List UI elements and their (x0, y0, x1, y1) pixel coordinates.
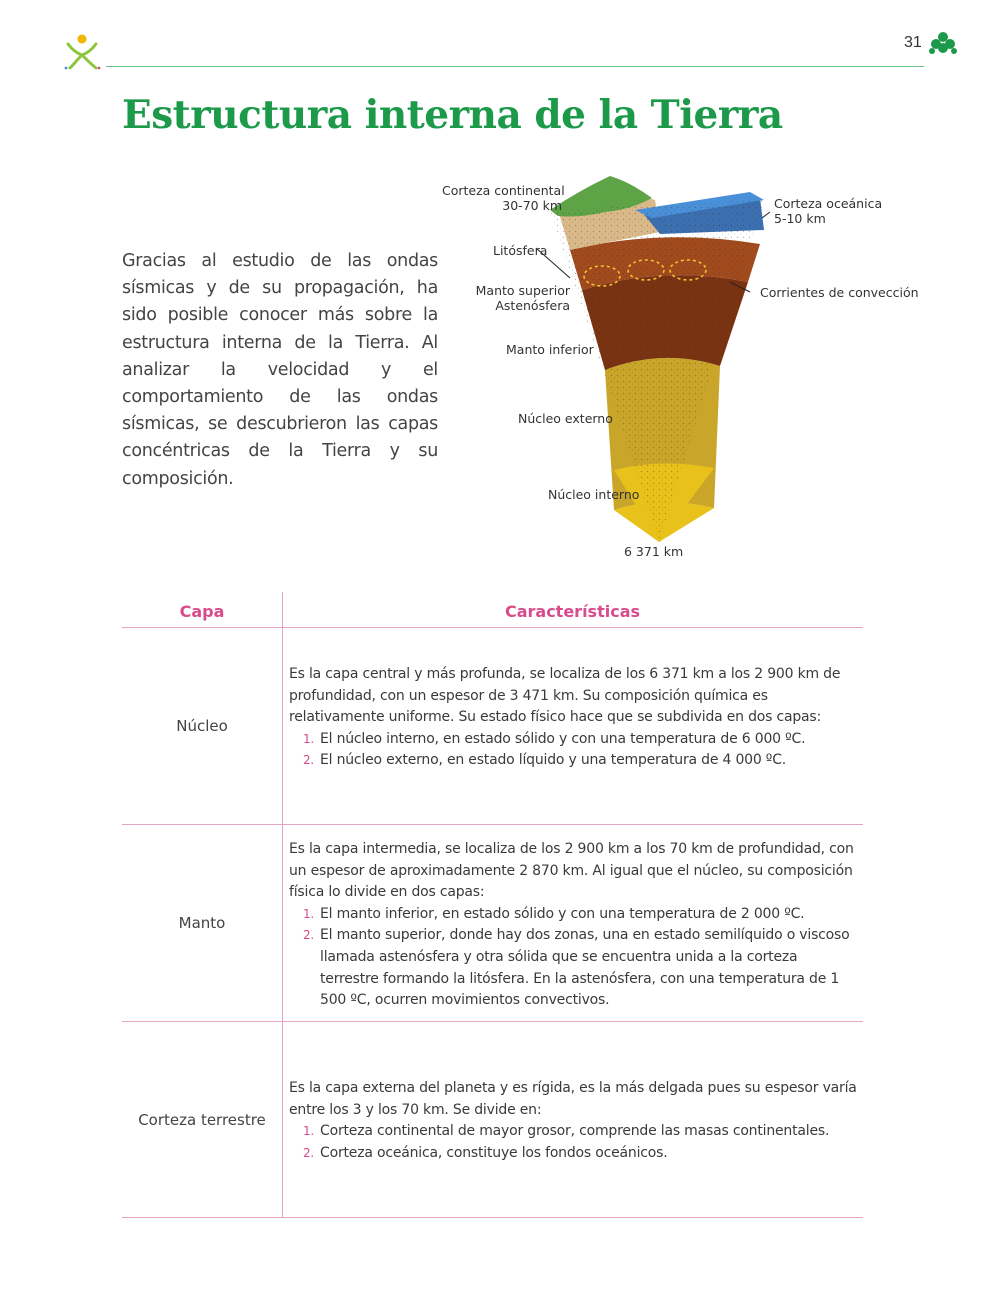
list-number: 2. (303, 753, 315, 768)
table-rule (122, 1217, 863, 1218)
list-number: 1. (303, 1124, 315, 1139)
row-list (289, 904, 857, 1012)
label-astenosfera-text: Astenósfera (495, 298, 570, 313)
list-item-text: El núcleo externo, en estado líquido y una temperatura de 4 000 ºC. (320, 752, 787, 769)
list-number: 2. (303, 928, 315, 943)
table-row-characteristics (289, 839, 857, 1012)
label-manto-superior (450, 283, 570, 313)
table-row-layer: Corteza terrestre (138, 1111, 266, 1129)
table-rule (122, 824, 863, 825)
row-list (289, 729, 857, 772)
label-corteza-continental (442, 183, 565, 213)
list-item (289, 925, 857, 1011)
list-item (289, 750, 857, 772)
label-manto-inferior: Manto inferior (506, 342, 594, 357)
label-corteza-oceanica (774, 196, 882, 226)
leaf-cluster-logo-icon (928, 30, 958, 56)
header-rule (106, 66, 924, 67)
list-item (289, 1143, 857, 1165)
list-item-text: Corteza oceánica, constituye los fondos oceánicos. (320, 1144, 668, 1161)
label-nucleo-externo: Núcleo externo (518, 411, 613, 426)
intro-paragraph: Gracias al estudio de las ondas sísmicas y de su propagación, ha sido posible conocer más sobre la estructura interna de la Tierra. Al analizar la velocidad y el comportamiento de las ondas sísmicas, se descubrieron las capas concéntricas de la Tierra y su composición. (122, 251, 438, 489)
list-item-text: El manto inferior, en estado sólido y con una temperatura de 2 000 ºC. (320, 905, 805, 922)
label-corteza-continental-km: 30-70 km (502, 198, 562, 213)
label-corteza-continental-text: Corteza continental (442, 183, 565, 198)
list-item (289, 729, 857, 751)
label-profundidad: 6 371 km (624, 544, 684, 559)
table-rule (122, 627, 863, 628)
list-number: 1. (303, 731, 315, 746)
earth-structure-diagram (430, 170, 930, 570)
row-list (289, 1121, 857, 1164)
row-description: Es la capa intermedia, se localiza de los 2 900 km a los 70 km de profundidad, con un espesor de aproximadamente 2 870 km. Al igual que el núcleo, su composición física lo divide en dos capas: (289, 841, 854, 901)
table-column-divider (282, 592, 283, 1218)
table-row-characteristics (289, 664, 857, 772)
person-logo-icon (62, 30, 102, 72)
table-row-layer: Manto (178, 914, 226, 932)
header-capa: Capa (179, 602, 225, 621)
table-row-layer: Núcleo (176, 717, 228, 735)
label-corteza-oceanica-km: 5-10 km (774, 211, 826, 226)
label-litosfera: Litósfera (493, 243, 548, 258)
page-number: 31 (904, 34, 922, 51)
label-corrientes-conveccion: Corrientes de convección (760, 285, 919, 300)
list-item-text: El manto superior, donde hay dos zonas, una en estado semilíquido o viscoso llamada astenósfera y otra sólida que se encuentra unida a la corteza terrestre formando la litósfera. En la astenósfera, con una temperatura de 1 500 ºC, ocurren movimientos convectivos. (320, 927, 850, 1009)
header-caracteristicas: Características (504, 602, 641, 621)
label-manto-superior-text: Manto superior (475, 283, 570, 298)
list-item (289, 1121, 857, 1143)
list-item-text: Corteza continental de mayor grosor, comprende las masas continentales. (320, 1123, 830, 1140)
table-row-characteristics (289, 1078, 857, 1164)
list-number: 1. (303, 906, 315, 921)
earth-wedge-illustration (430, 170, 930, 570)
list-item (289, 904, 857, 926)
row-description: Es la capa central y más profunda, se localiza de los 6 371 km a los 2 900 km de profundidad, con un espesor de 3 471 km. Su composición química es relativamente uniforme. Su estado físico hace que se subdivida en dos capas: (289, 666, 841, 726)
list-number: 2. (303, 1145, 315, 1160)
layers-table (122, 592, 863, 1218)
label-nucleo-interno: Núcleo interno (548, 487, 640, 502)
label-corteza-oceanica-text: Corteza oceánica (774, 196, 883, 211)
list-item-text: El núcleo interno, en estado sólido y con una temperatura de 6 000 ºC. (320, 730, 806, 747)
table-rule (122, 1021, 863, 1022)
page-title: Estructura interna de la Tierra (122, 92, 783, 138)
row-description: Es la capa externa del planeta y es rígida, es la más delgada pues su espesor varía entre los 3 y los 70 km. Se divide en: (289, 1080, 857, 1118)
